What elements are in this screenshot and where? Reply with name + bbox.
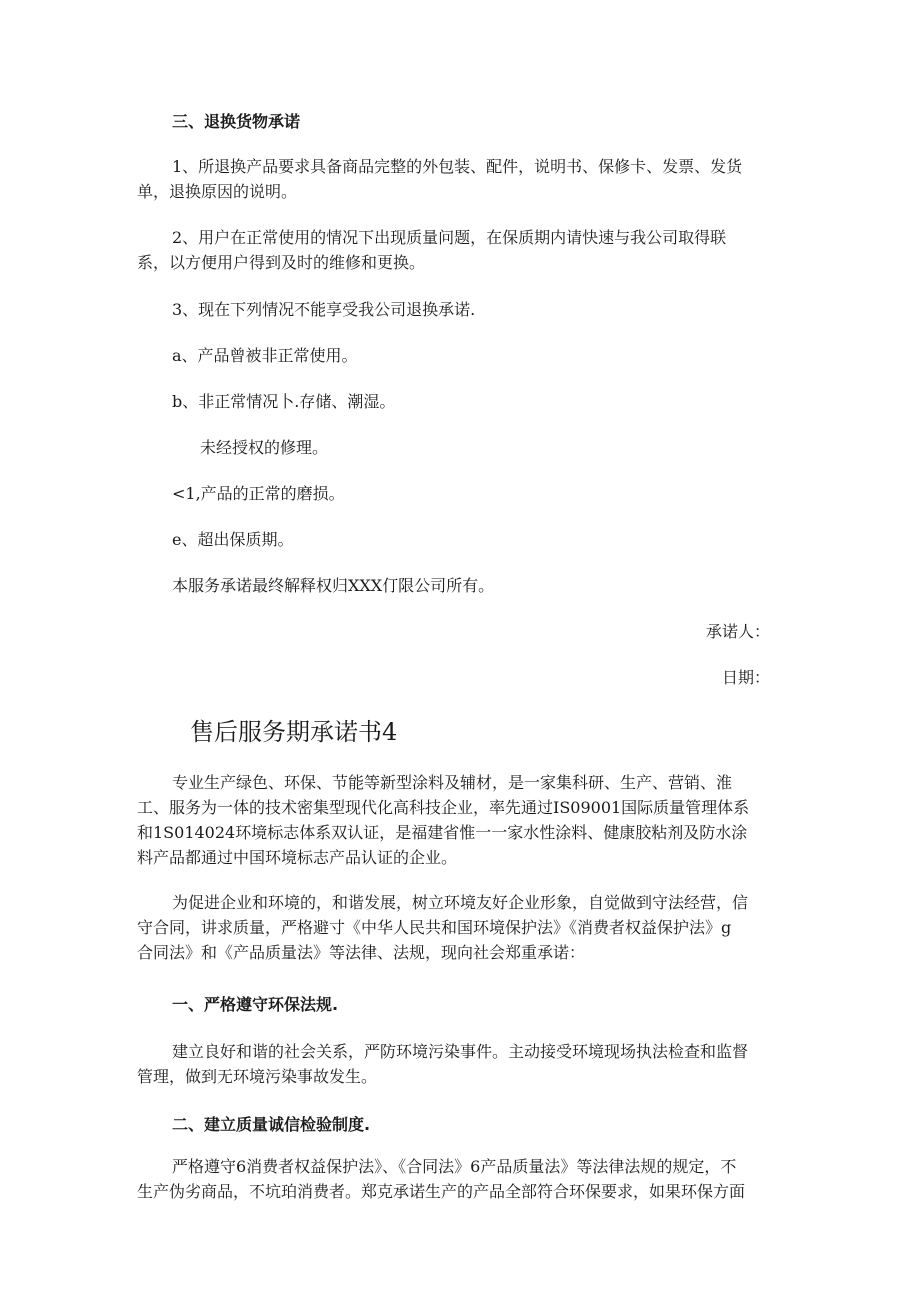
para1-line-1: 建立良好和谐的社会关系，严防环境污染事件。主动接受环境现场执法检查和监督 xyxy=(172,1042,749,1061)
intro-line-4: 料产品都通过中国环境标志产品认证的企业。 xyxy=(137,848,458,867)
intro-line-1: 专业生产绿色、环保、节能等新型涂料及辅材，是一家集科研、生产、营销、淮 xyxy=(172,773,733,792)
sub-item-c: 未经授权的修理。 xyxy=(200,438,329,457)
heading-1: 一、严格遵守环保法规. xyxy=(172,995,339,1014)
date-label: 日期： xyxy=(721,668,770,687)
intro-line-3: 和1S014024环境标志体系双认证，是福建省惟一一家水性涂料、健康胶粘剂及防水涂 xyxy=(137,823,748,842)
promote-line-2: 守合同，讲求质量，严格避寸《中华人民共和国环境保护法》《消费者权益保护法》g xyxy=(137,918,732,937)
para2-line-2: 生产伪劣商品，不坑珀消费者。郑克承诺生产的产品全部符合环保要求，如果环保方面 xyxy=(137,1182,746,1201)
promote-line-3: 合同法》和《产品质量法》等法律、法规，现向社会郑重承诺： xyxy=(137,943,586,962)
sub-item-b: b、非正常情况卜.存储、潮湿。 xyxy=(172,392,396,411)
promiser-label: 承诺人： xyxy=(705,622,770,641)
heading-2: 二、建立质量诚信检验制度. xyxy=(172,1115,371,1134)
item2-line2: 系，以方便用户得到及时的维修和更换。 xyxy=(137,253,426,272)
promote-line-1: 为促进企业和环境的，和谐发展，树立环境友好企业形象，自觉做到守法经营，信 xyxy=(172,893,749,912)
para1-line-2: 管理，做到无环境污染事故发生。 xyxy=(137,1067,378,1086)
item1-line2: 单，退换原因的说明。 xyxy=(137,182,298,201)
page-title: 售后服务期承诺书4 xyxy=(190,718,398,746)
item3: 3、现在下列情况不能享受我公司退换承诺. xyxy=(172,300,476,319)
interpretation-clause: 本服务承诺最终解释权归XXX仃限公司所有。 xyxy=(172,576,495,595)
sub-item-a: a、产品曾被非正常使用。 xyxy=(172,346,358,365)
intro-line-2: 工、服务为一体的技术密集型现代化高科技企业，率先通过IS09001国际质量管理体系 xyxy=(137,798,750,817)
item2-line1: 2、用户在正常使用的情况下出现质量问题，在保质期内请快速与我公司取得联 xyxy=(172,228,727,247)
section3-heading: 三、退换货物承诺 xyxy=(172,112,301,131)
sub-item-e: e、超出保质期。 xyxy=(172,530,294,549)
para2-line-1: 严格遵守6消费者权益保护法》、《合同法》6产品质量法》等法律法规的规定，不 xyxy=(172,1157,737,1176)
sub-item-d: <1,产品的正常的磨损。 xyxy=(172,484,345,503)
item1-line1: 1、所退换产品要求具备商品完整的外包装、配件，说明书、保修卡、发票、发货 xyxy=(172,157,743,176)
